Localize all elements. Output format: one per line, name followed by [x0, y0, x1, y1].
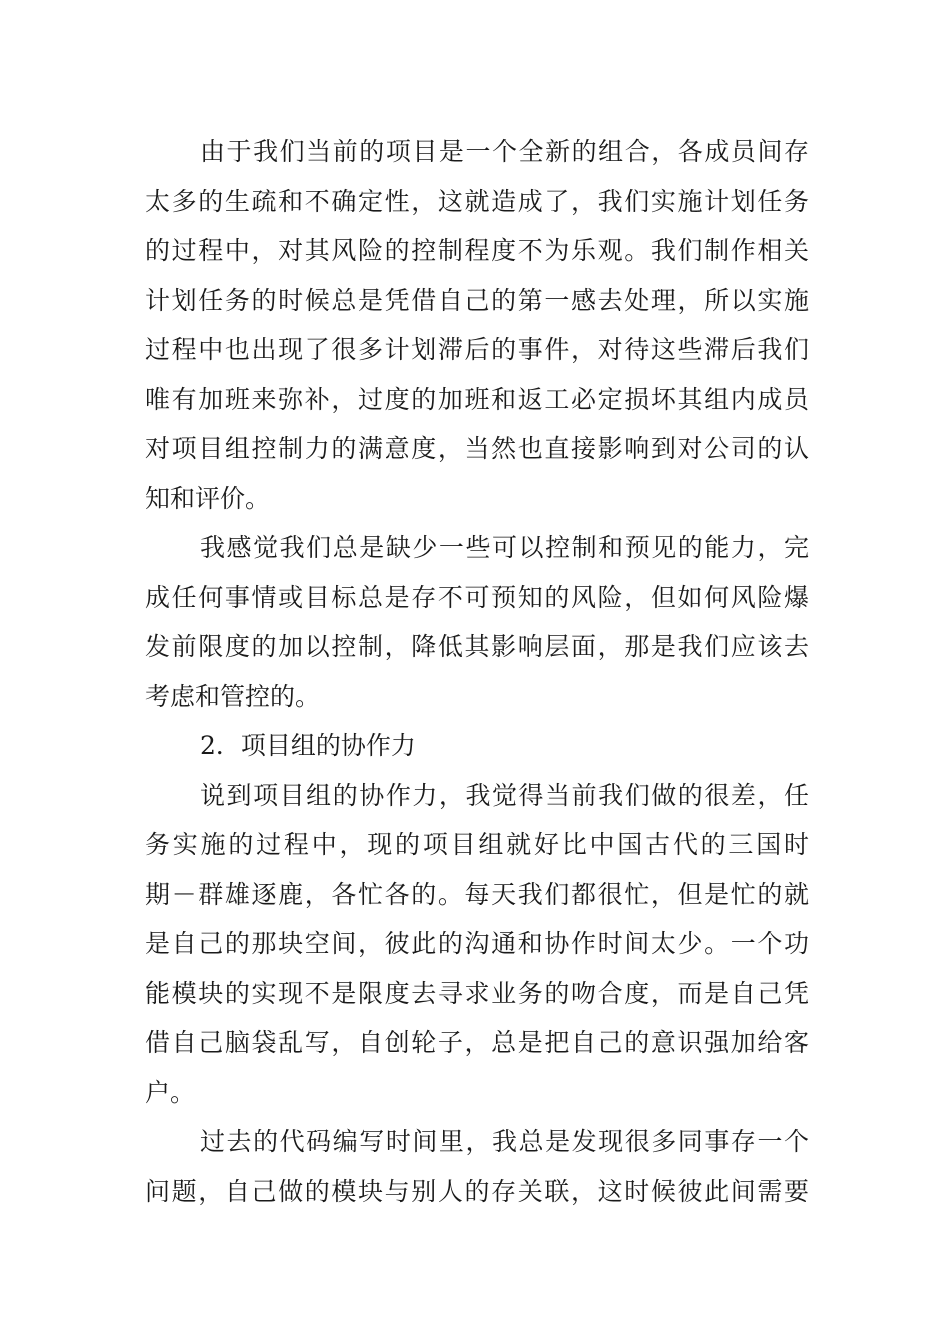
text-line: 户。	[145, 1077, 196, 1107]
text-line: 我感觉我们总是缺少一些可以控制和预见的能力，完	[200, 533, 809, 562]
paragraph-collaboration	[145, 771, 809, 1118]
section-heading-text: 2．项目组的协作力	[200, 731, 416, 760]
text-line: 计划任务的时候总是凭借自己的第一感去处理，所以实施	[145, 285, 809, 315]
text-line: 过程中也出现了很多计划滞后的事件，对待这些滞后我们	[145, 335, 809, 364]
section-heading	[145, 721, 809, 771]
text-line: 过去的代码编写时间里，我总是发现很多同事存一个	[200, 1127, 809, 1156]
text-line: 对项目组控制力的满意度，当然也直接影响到对公司的认	[145, 434, 809, 463]
text-line: 说到项目组的协作力，我觉得当前我们做的很差，任	[200, 780, 809, 810]
text-line: 问题，自己做的模块与别人的存关联，这时候彼此间需要	[145, 1176, 809, 1206]
text-line: 是自己的那块空间，彼此的沟通和协作时间太少。一个功	[145, 929, 809, 958]
paragraph-foresight	[145, 523, 809, 721]
text-line: 由于我们当前的项目是一个全新的组合，各成员间存	[200, 137, 809, 166]
text-line: 期－群雄逐鹿，各忙各的。每天我们都很忙，但是忙的就	[145, 879, 809, 909]
text-line: 知和评价。	[145, 483, 271, 513]
text-line: 唯有加班来弥补，过度的加班和返工必定损坏其组内成员	[145, 384, 809, 414]
text-line: 能模块的实现不是限度去寻求业务的吻合度，而是自己凭	[145, 978, 809, 1008]
document-body	[145, 127, 809, 1216]
text-line: 考虑和管控的。	[145, 681, 321, 711]
text-line: 太多的生疏和不确定性，这就造成了，我们实施计划任务	[145, 186, 809, 216]
text-line: 的过程中，对其风险的控制程度不为乐观。我们制作相关	[145, 236, 809, 265]
text-line: 发前限度的加以控制，降低其影响层面，那是我们应该去	[145, 632, 809, 661]
paragraph-code-writing	[145, 1117, 809, 1216]
text-line: 成任何事情或目标总是存不可预知的风险，但如何风险爆	[145, 582, 809, 612]
paragraph-risk-control	[145, 127, 809, 523]
text-line: 务实施的过程中，现的项目组就好比中国古代的三国时	[145, 830, 809, 859]
text-line: 借自己脑袋乱写，自创轮子，总是把自己的意识强加给客	[145, 1028, 809, 1057]
